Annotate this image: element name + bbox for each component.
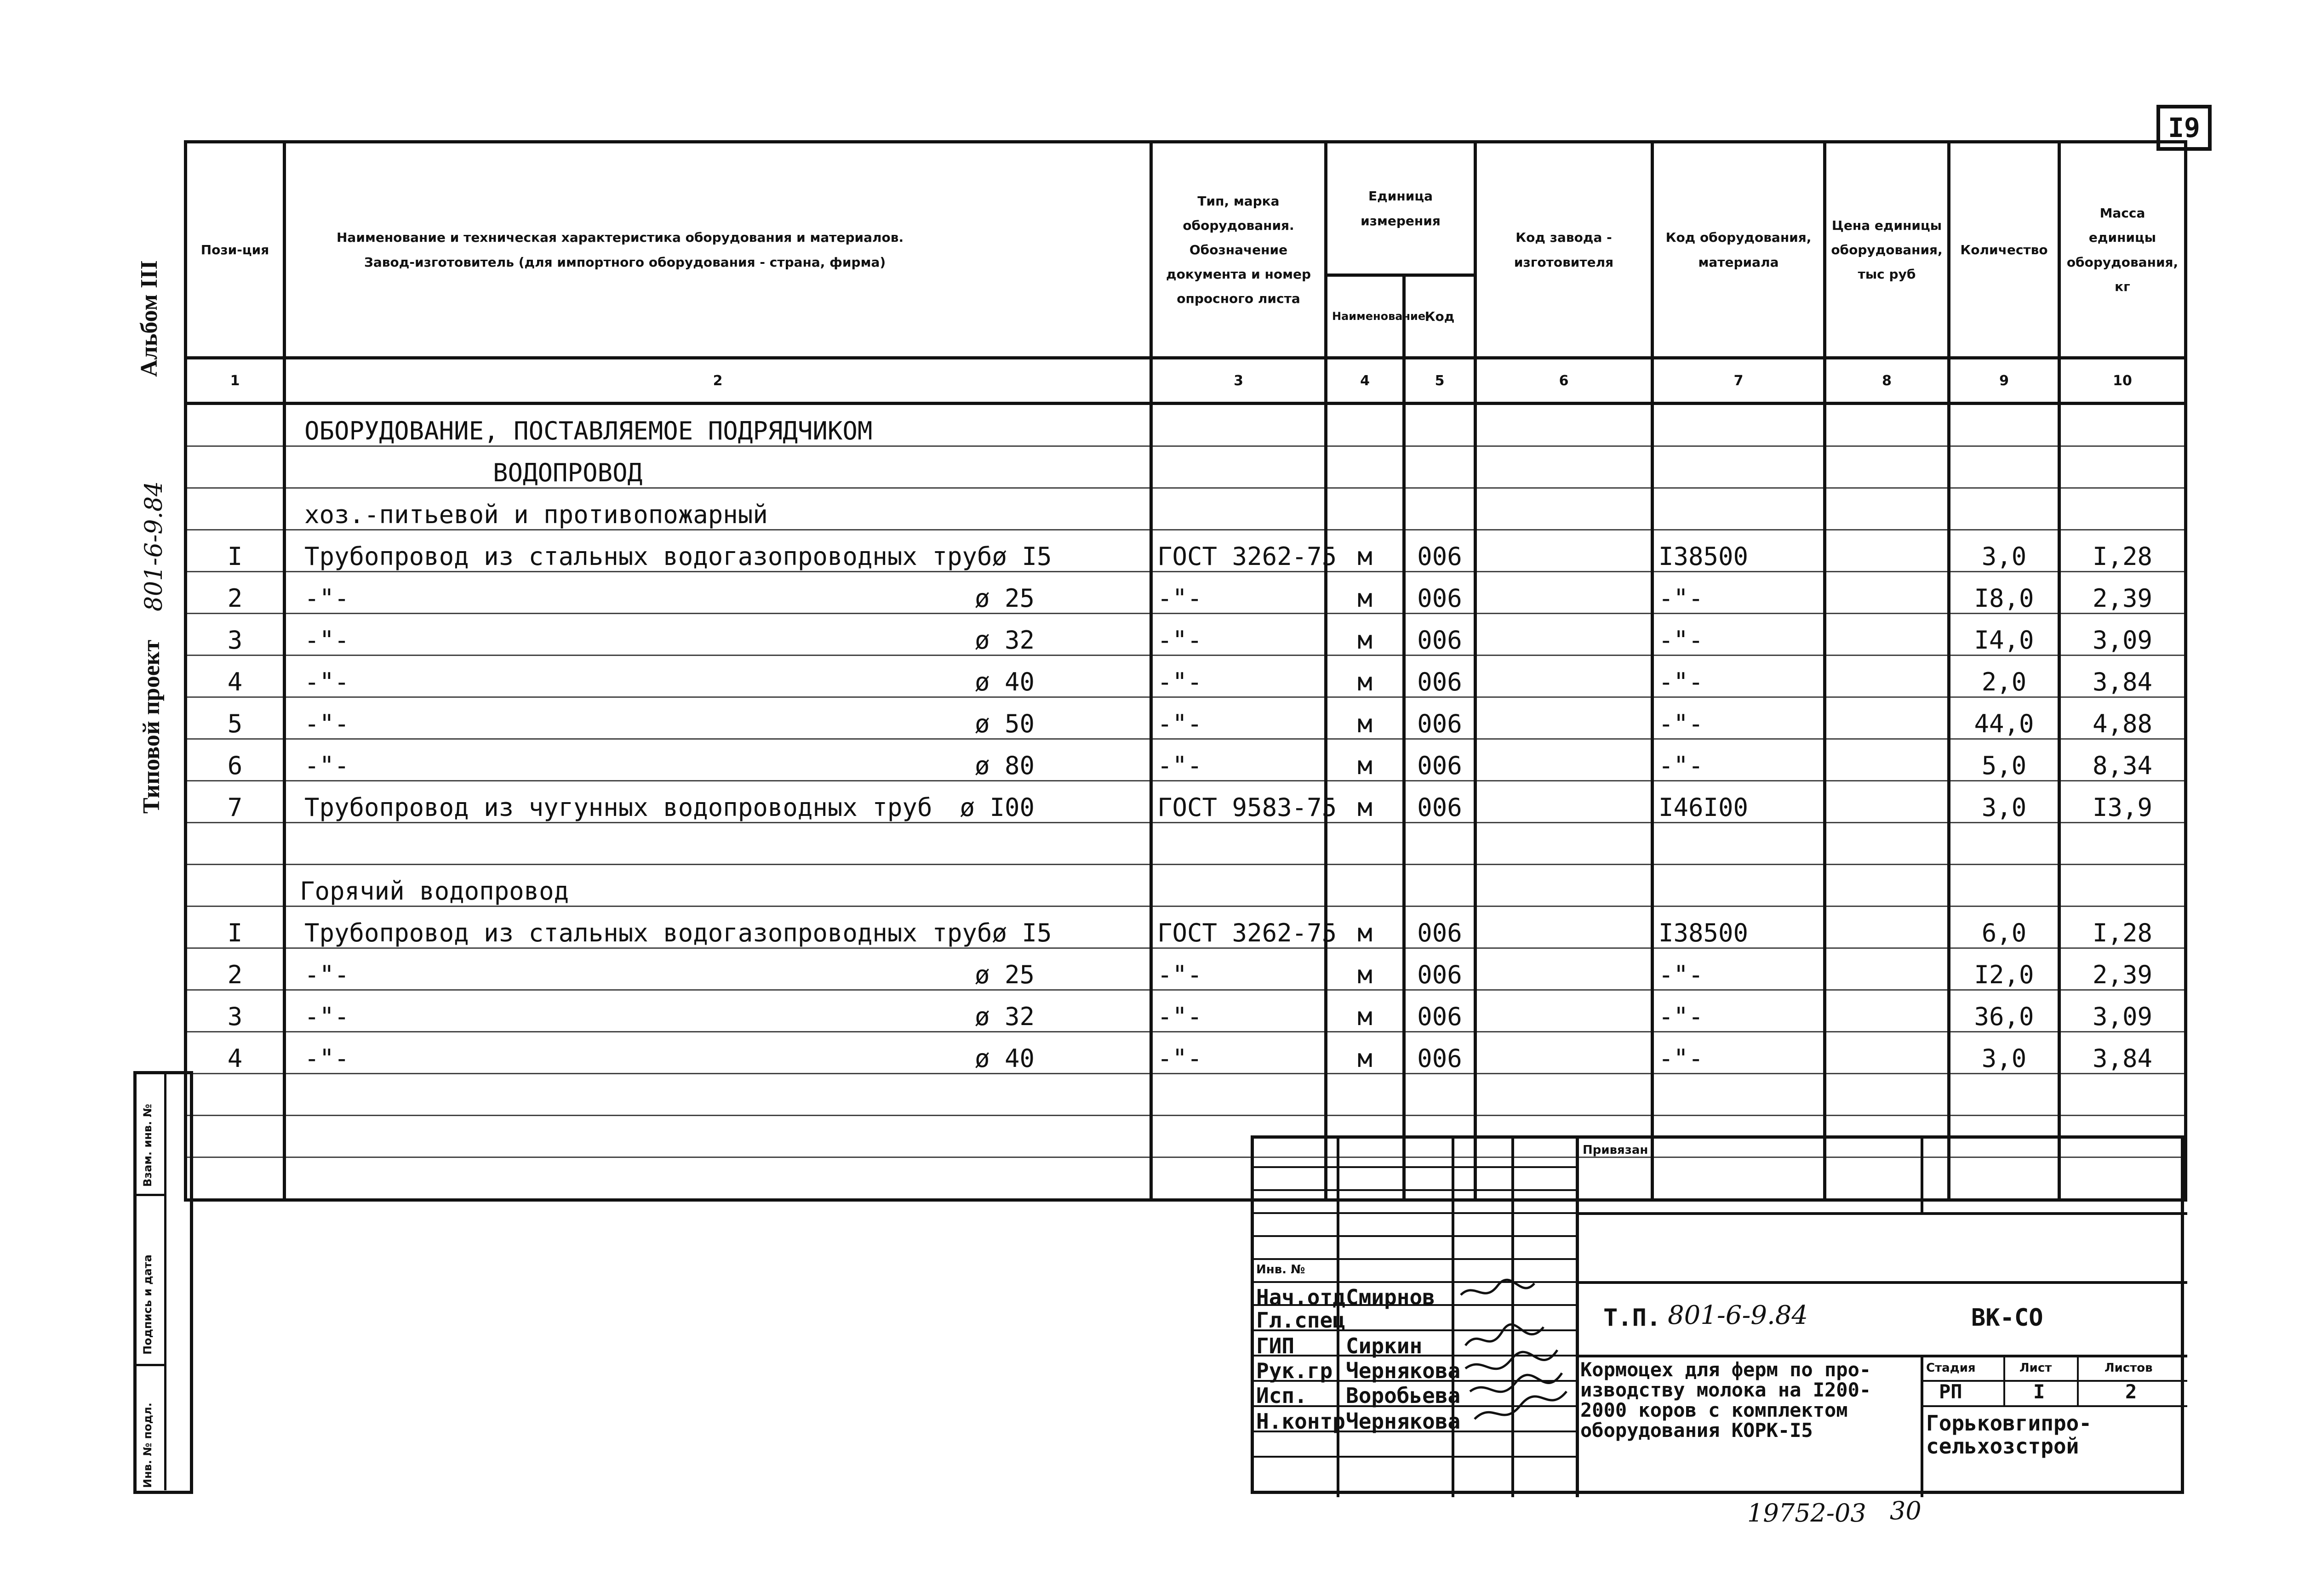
cell-quantity: 3,0	[1949, 530, 2059, 572]
cell-price	[1825, 948, 1949, 990]
item-diameter: ø 80	[974, 751, 1035, 780]
name-head-dept: Смирнов	[1346, 1285, 1435, 1310]
cell-quantity: 36,0	[1949, 990, 2059, 1032]
colnum-7: 7	[1653, 358, 1825, 404]
stage-label: Стадия	[1926, 1361, 1976, 1375]
cell-material-code: -"-	[1653, 697, 1825, 739]
cell-material-code: -"-	[1653, 948, 1825, 990]
project-code-handwritten: 801-6-9.84	[140, 481, 168, 611]
cell-position: 5	[186, 697, 285, 739]
cell-name	[285, 906, 1151, 948]
cell-doc: -"-	[1151, 572, 1326, 614]
section-row	[186, 404, 2186, 446]
header-quantity: Количество	[1949, 142, 2059, 358]
table-row	[186, 948, 2186, 990]
table-row	[186, 781, 2186, 823]
cell-price	[1825, 1032, 1949, 1074]
cell-factory-code	[1475, 990, 1653, 1032]
album-label: Альбом III	[136, 260, 162, 377]
table-row	[186, 990, 2186, 1032]
cell-factory-code	[1475, 697, 1653, 739]
item-diameter: ø I00	[960, 793, 1035, 822]
cell-price	[1825, 656, 1949, 697]
stamp-signature-date: Подпись и дата	[141, 1254, 154, 1355]
cell-mass: 4,88	[2059, 697, 2186, 739]
cell-material-code: -"-	[1653, 572, 1825, 614]
stamp-column	[133, 1071, 193, 1494]
header-mass: Масса единицы оборудования, кг	[2059, 142, 2186, 358]
cell-unit: м	[1326, 1032, 1404, 1074]
cell-price	[1825, 781, 1949, 823]
section-water: ВОДОПРОВОД	[285, 446, 1151, 488]
cell-unit-code: 006	[1404, 948, 1475, 990]
table-row	[186, 739, 2186, 781]
item-name: -"-	[304, 626, 349, 655]
cell-name	[285, 697, 1151, 739]
table-row	[186, 906, 2186, 948]
colnum-10: 10	[2059, 358, 2186, 404]
cell-quantity: 3,0	[1949, 1032, 2059, 1074]
cell-name	[285, 530, 1151, 572]
cell-factory-code	[1475, 572, 1653, 614]
cell-factory-code	[1475, 739, 1653, 781]
cell-unit-code: 006	[1404, 614, 1475, 656]
cell-material-code: I38500	[1653, 906, 1825, 948]
cell-material-code: -"-	[1653, 990, 1825, 1032]
description-line1: Кормоцех для ферм по про-	[1580, 1358, 1871, 1381]
item-diameter: ø 32	[974, 1002, 1035, 1031]
attached-label: Привязан	[1583, 1143, 1648, 1157]
cell-name	[285, 781, 1151, 823]
cell-quantity: I4,0	[1949, 614, 2059, 656]
role-group-head: Рук.гр	[1256, 1358, 1333, 1383]
cell-position: 2	[186, 572, 285, 614]
cell-quantity: 3,0	[1949, 781, 2059, 823]
cell-doc: -"-	[1151, 990, 1326, 1032]
colnum-2: 2	[285, 358, 1151, 404]
description-line2: изводству молока на I200-	[1580, 1379, 1871, 1401]
cell-doc: ГОСТ 3262-75	[1151, 906, 1326, 948]
cell-price	[1825, 530, 1949, 572]
tp-label: Т.П.	[1603, 1304, 1661, 1332]
role-chief-spec: Гл.спец	[1256, 1308, 1345, 1333]
header-material-code: Код оборудования, материала	[1653, 142, 1825, 358]
org-line1: Горьковгипро-	[1926, 1411, 2092, 1436]
header-unit: Единица измерения	[1326, 142, 1475, 275]
table-row	[186, 1032, 2186, 1074]
item-diameter: ø 25	[974, 584, 1035, 613]
cell-name	[285, 614, 1151, 656]
role-head-dept: Нач.отд	[1256, 1285, 1345, 1310]
cell-unit: м	[1326, 990, 1404, 1032]
header-name-line1: Наименование и техническая характеристика оборудования и материалов.	[337, 230, 904, 245]
cell-position: 7	[186, 781, 285, 823]
cell-price	[1825, 572, 1949, 614]
section-drinking: хоз.-питьевой и противопожарный	[285, 488, 1151, 530]
cell-doc: -"-	[1151, 948, 1326, 990]
cell-material-code: -"-	[1653, 1032, 1825, 1074]
item-diameter: ø I5	[992, 918, 1052, 947]
doc-code: ВК-СО	[1971, 1304, 2043, 1332]
empty-row	[186, 823, 2186, 865]
cell-unit-code: 006	[1404, 572, 1475, 614]
cell-name	[285, 1032, 1151, 1074]
cell-unit: м	[1326, 739, 1404, 781]
cell-unit: м	[1326, 697, 1404, 739]
cell-position: 3	[186, 614, 285, 656]
header-type: Тип, марка оборудования. Обозначение документа и номер опросного листа	[1151, 142, 1326, 358]
item-name: Трубопровод из чугунных водопроводных труб	[304, 793, 932, 822]
stage-value: РП	[1939, 1380, 1962, 1403]
cell-factory-code	[1475, 948, 1653, 990]
header-name-line2: Завод-изготовитель (для импортного оборудования - страна, фирма)	[364, 254, 886, 270]
cell-price	[1825, 614, 1949, 656]
cell-mass: 3,84	[2059, 1032, 2186, 1074]
cell-doc: -"-	[1151, 739, 1326, 781]
item-diameter: ø I5	[992, 542, 1052, 571]
item-name: -"-	[304, 709, 349, 738]
cell-mass: 3,09	[2059, 990, 2186, 1032]
item-name: -"-	[304, 1002, 349, 1031]
archive-page: 30	[1890, 1496, 1922, 1525]
name-group-head: Чернякова	[1346, 1358, 1461, 1383]
colnum-9: 9	[1949, 358, 2059, 404]
org-line2: сельхозстрой	[1926, 1434, 2079, 1459]
cell-unit-code: 006	[1404, 739, 1475, 781]
item-diameter: ø 32	[974, 626, 1035, 655]
header-unit-code: Код	[1404, 275, 1475, 358]
stamp-replace-inv: Взам. инв. №	[141, 1104, 154, 1187]
cell-position: 6	[186, 739, 285, 781]
project-label: Типовой проект	[138, 639, 165, 814]
cell-quantity: 6,0	[1949, 906, 2059, 948]
cell-unit-code: 006	[1404, 906, 1475, 948]
cell-factory-code	[1475, 530, 1653, 572]
cell-material-code: -"-	[1653, 739, 1825, 781]
sheets-value: 2	[2125, 1380, 2137, 1403]
cell-price	[1825, 739, 1949, 781]
cell-factory-code	[1475, 614, 1653, 656]
cell-quantity: 2,0	[1949, 656, 2059, 697]
cell-unit-code: 006	[1404, 530, 1475, 572]
sheet-label: Лист	[2019, 1361, 2052, 1375]
cell-name	[285, 572, 1151, 614]
cell-price	[1825, 697, 1949, 739]
archive-number: 19752-03	[1747, 1499, 1866, 1528]
header-position: Пози-ция	[186, 142, 285, 358]
cell-name	[285, 948, 1151, 990]
role-norm-control: Н.контр	[1256, 1409, 1345, 1434]
cell-mass: I,28	[2059, 530, 2186, 572]
item-diameter: ø 50	[974, 709, 1035, 738]
cell-material-code: -"-	[1653, 614, 1825, 656]
sheets-label: Листов	[2105, 1361, 2153, 1375]
section-row	[186, 446, 2186, 488]
cell-doc: -"-	[1151, 656, 1326, 697]
cell-factory-code	[1475, 781, 1653, 823]
header-name	[285, 142, 1151, 358]
cell-factory-code	[1475, 906, 1653, 948]
cell-unit: м	[1326, 572, 1404, 614]
cell-unit: м	[1326, 781, 1404, 823]
name-executor: Воробьева	[1346, 1383, 1461, 1408]
colnum-4: 4	[1326, 358, 1404, 404]
signatures-icon	[1456, 1277, 1576, 1433]
item-diameter: ø 25	[974, 960, 1035, 989]
sheet-number: I9	[2156, 105, 2212, 151]
name-norm-control: Чернякова	[1346, 1409, 1461, 1434]
cell-mass: 8,34	[2059, 739, 2186, 781]
cell-factory-code	[1475, 1032, 1653, 1074]
stamp-inv-original: Инв. № подл.	[141, 1402, 154, 1488]
table-row	[186, 656, 2186, 697]
cell-unit-code: 006	[1404, 990, 1475, 1032]
item-name: -"-	[304, 584, 349, 613]
colnum-8: 8	[1825, 358, 1949, 404]
cell-doc: -"-	[1151, 1032, 1326, 1074]
item-name: -"-	[304, 751, 349, 780]
cell-unit: м	[1326, 906, 1404, 948]
cell-quantity: I2,0	[1949, 948, 2059, 990]
inv-no-label: Инв. №	[1256, 1263, 1305, 1277]
section-main: ОБОРУДОВАНИЕ, ПОСТАВЛЯЕМОЕ ПОДРЯДЧИКОМ	[285, 404, 1151, 446]
cell-material-code: I46I00	[1653, 781, 1825, 823]
description-line4: оборудования КОРК-I5	[1580, 1419, 1813, 1442]
cell-name	[285, 739, 1151, 781]
specification-table	[184, 140, 2187, 1202]
cell-unit-code: 006	[1404, 1032, 1475, 1074]
item-diameter: ø 40	[974, 667, 1035, 696]
cell-mass: 3,84	[2059, 656, 2186, 697]
cell-unit-code: 006	[1404, 697, 1475, 739]
cell-material-code: I38500	[1653, 530, 1825, 572]
cell-name	[285, 656, 1151, 697]
cell-price	[1825, 990, 1949, 1032]
colnum-3: 3	[1151, 358, 1326, 404]
sheet-value: I	[2033, 1380, 2045, 1403]
header-factory-code: Код завода - изготовителя	[1475, 142, 1653, 358]
cell-quantity: 44,0	[1949, 697, 2059, 739]
role-gip: ГИП	[1256, 1334, 1295, 1358]
cell-unit: м	[1326, 614, 1404, 656]
cell-doc: -"-	[1151, 614, 1326, 656]
cell-position: 4	[186, 1032, 285, 1074]
item-name: -"-	[304, 667, 349, 696]
cell-doc: ГОСТ 9583-75	[1151, 781, 1326, 823]
header-unit-name: Наименование	[1326, 275, 1404, 358]
table-row	[186, 572, 2186, 614]
table-row	[186, 530, 2186, 572]
description-line3: 2000 коров с комплектом	[1580, 1399, 1848, 1421]
cell-quantity: I8,0	[1949, 572, 2059, 614]
item-name: -"-	[304, 960, 349, 989]
section-row	[186, 488, 2186, 530]
cell-unit: м	[1326, 530, 1404, 572]
table-row	[186, 614, 2186, 656]
cell-quantity: 5,0	[1949, 739, 2059, 781]
cell-position: 3	[186, 990, 285, 1032]
table-row	[186, 697, 2186, 739]
cell-doc: ГОСТ 3262-75	[1151, 530, 1326, 572]
section-hot: Горячий водопровод	[285, 865, 1151, 906]
cell-mass: I,28	[2059, 906, 2186, 948]
item-diameter: ø 40	[974, 1044, 1035, 1073]
item-name: Трубопровод из стальных водогазопроводных труб	[304, 542, 992, 571]
name-gip: Сиркин	[1346, 1334, 1423, 1358]
cell-unit-code: 006	[1404, 781, 1475, 823]
tp-code-handwritten: 801-6-9.84	[1668, 1300, 1808, 1330]
colnum-6: 6	[1475, 358, 1653, 404]
cell-position: I	[186, 530, 285, 572]
role-executor: Исп.	[1256, 1383, 1307, 1408]
cell-unit: м	[1326, 656, 1404, 697]
colnum-5: 5	[1404, 358, 1475, 404]
cell-mass: 3,09	[2059, 614, 2186, 656]
item-name: Трубопровод из стальных водогазопроводных труб	[304, 918, 992, 947]
colnum-1: 1	[186, 358, 285, 404]
cell-doc: -"-	[1151, 697, 1326, 739]
empty-row	[186, 1074, 2186, 1116]
title-block	[1251, 1135, 2184, 1494]
item-name: -"-	[304, 1044, 349, 1073]
cell-mass: 2,39	[2059, 572, 2186, 614]
cell-price	[1825, 906, 1949, 948]
cell-name	[285, 990, 1151, 1032]
cell-mass: I3,9	[2059, 781, 2186, 823]
cell-position: 2	[186, 948, 285, 990]
cell-unit: м	[1326, 948, 1404, 990]
cell-factory-code	[1475, 656, 1653, 697]
header-price: Цена единицы оборудования, тыс руб	[1825, 142, 1949, 358]
cell-position: I	[186, 906, 285, 948]
section-row	[186, 865, 2186, 906]
cell-material-code: -"-	[1653, 656, 1825, 697]
cell-unit-code: 006	[1404, 656, 1475, 697]
cell-mass: 2,39	[2059, 948, 2186, 990]
cell-position: 4	[186, 656, 285, 697]
